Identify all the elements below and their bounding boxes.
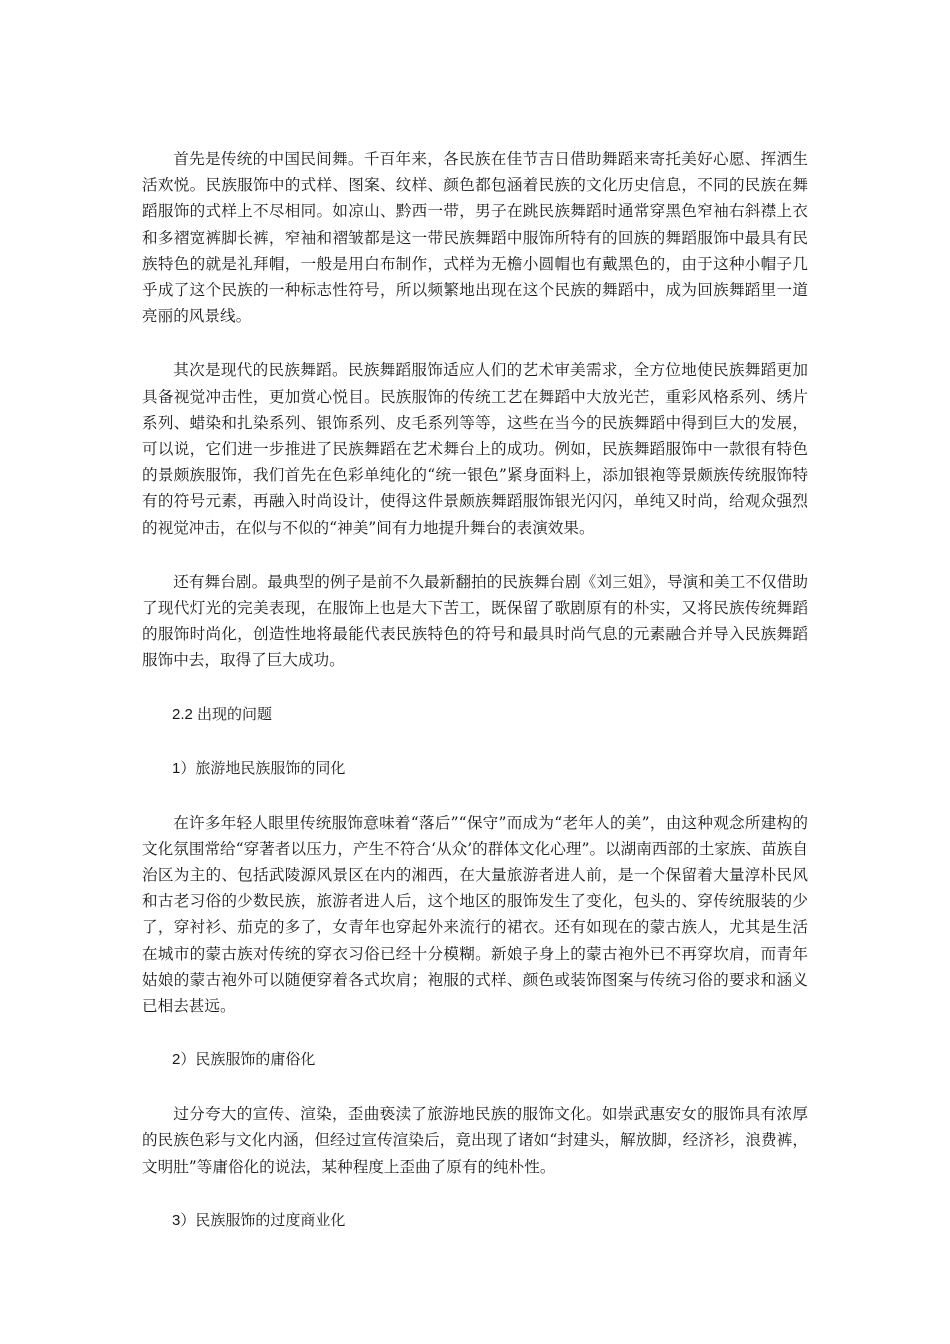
subheading-vulgarization: 2）民族服饰的庸俗化 — [172, 1051, 316, 1069]
paragraph-vulgarization: 过分夸大的宣传、渲染，歪曲亵渎了旅游地民族的服饰文化。如崇武惠安女的服饰具有浓厚的民族色彩与文化内涵，但经过宣传渲染后，竟出现了诸如“封建头，解放脚，经济衫，浪费裤，文明肚”等庸俗化的说法，某种程度上歪曲了原有的纯朴性。 — [142, 1105, 808, 1176]
paragraph-stage-drama: 还有舞台剧。最典型的例子是前不久最新翻拍的民族舞台剧《刘三姐》，导演和美工不仅借助了现代灯光的完美表现，在服饰上也是大下苦工，既保留了歌剧原有的朴实，又将民族传统舞蹈的服饰时尚化，创造性地将最能代表民族特色的符号和最具时尚气息的元素融合并导入民族舞蹈服饰中去，取得了巨大成功。 — [142, 572, 808, 670]
subheading-assimilation: 1）旅游地民族服饰的同化 — [172, 759, 346, 777]
paragraph-modern-dance: 其次是现代的民族舞蹈。民族舞蹈服饰适应人们的艺术审美需求，全方位地使民族舞蹈更加具备视觉冲击性，更加赏心悦目。民族服饰的传统工艺在舞蹈中大放光芒，重彩风格系列、绣片系列、蜡染和扎染系列、银饰系列、皮毛系列等等，这些在当今的民族舞蹈中得到巨大的发展，可以说，它们进一步推进了民族舞蹈在艺术舞台上的成功。例如，民族舞蹈服饰中一款很有特色的景颇族服饰，我们首先在色彩单纯化的“统一银色”紧身面料上，添加银袍等景颇族传统服饰特有的符号元素，再融入时尚设计，使得这件景颇族舞蹈服饰银光闪闪，单纯又时尚，给观众强烈的视觉冲击，在似与不似的“神美”间有力地提升舞台的表演效果。 — [142, 361, 808, 537]
section-heading-problems: 2.2 出现的问题 — [172, 705, 273, 723]
paragraph-folk-dance: 首先是传统的中国民间舞。千百年来，各民族在佳节吉日借助舞蹈来寄托美好心愿、挥洒生活欢悦。民族服饰中的式样、图案、纹样、颜色都包涵着民族的文化历史信息，不同的民族在舞蹈服饰的式样上不尽相同。如凉山、黔西一带，男子在跳民族舞蹈时通常穿黑色窄袖右斜襟上衣和多褶宽裤脚长裤，窄袖和褶皱都是这一带民族舞蹈中服饰所特有的回族的舞蹈服饰中最具有民族特色的就是礼拜帽，一般是用白布制作，式样为无檐小圆帽也有戴黑色的，由于这种小帽子几乎成了这个民族的一种标志性符号，所以频繁地出现在这个民族的舞蹈中，成为回族舞蹈里一道亮丽的风景线。 — [142, 150, 808, 326]
document-page — [142, 146, 808, 1262]
subheading-commercialization: 3）民族服饰的过度商业化 — [172, 1211, 346, 1229]
paragraph-assimilation: 在许多年轻人眼里传统服饰意味着“落后”“保守”而成为“老年人的美”，由这种观念所建构的文化氛围常给“穿著者以压力，产生不符合‘从众’的群体文化心理”。以湖南西部的土家族、苗族自治区为主的、包括武陵源风景区在内的湘西，在大量旅游者进人前，是一个保留着大量淳朴民风和古老习俗的少数民族，旅游者进人后，这个地区的服饰发生了变化，包头的、穿传统服装的少了，穿衬衫、茄克的多了，女青年也穿起外来流行的裙衣。还有如现在的蒙古族人，尤其是生活在城市的蒙古族对传统的穿衣习俗已经十分模糊。新娘子身上的蒙古袍外已不再穿坎肩，而青年姑娘的蒙古袍外可以随便穿着各式坎肩；袍服的式样、颜色或装饰图案与传统习俗的要求和涵义已相去甚远。 — [142, 813, 808, 1016]
